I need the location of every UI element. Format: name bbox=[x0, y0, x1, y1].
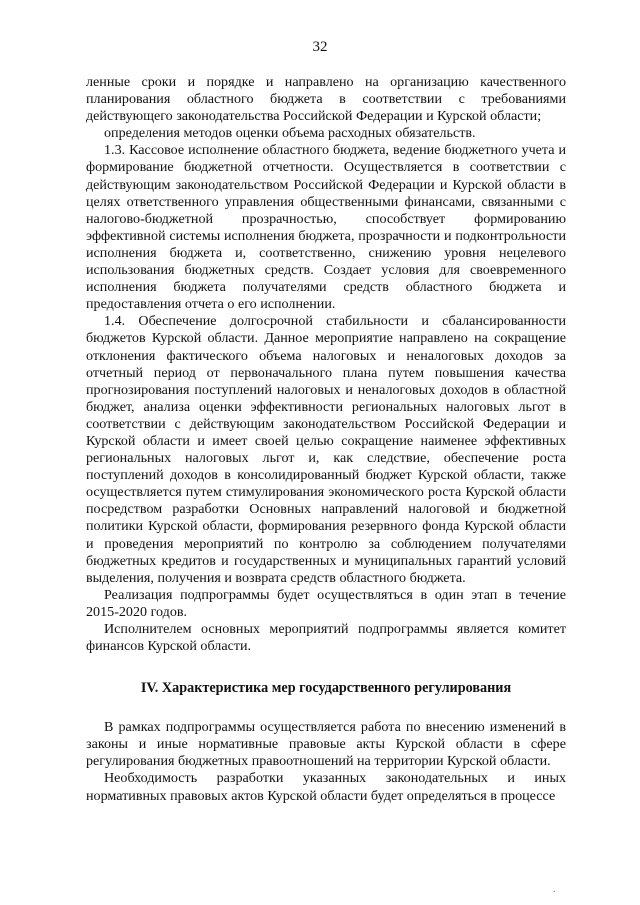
paragraph: Реализация подпрограммы будет осуществляться в один этап в течение 2015-2020 годов. bbox=[86, 586, 566, 620]
paragraph: ленные сроки и порядке и направлено на организацию качественного планирования областного бюджета в соответствии с требованиями действующего законодательства Российской Федерации и Курской области; bbox=[86, 74, 566, 125]
paragraph: В рамках подпрограммы осуществляется работа по внесению изменений в законы и иные нормативные правовые акты Курской области в сфере регулирования бюджетных правоотношений на территории Курской области. bbox=[86, 719, 566, 770]
section-heading: IV. Характеристика мер государственного регулирования bbox=[140, 680, 512, 697]
paragraph: Исполнителем основных мероприятий подпрограммы является комитет финансов Курской области. bbox=[86, 621, 566, 655]
footer-mark: . bbox=[553, 884, 556, 895]
paragraph: 1.4. Обеспечение долгосрочной стабильности и сбалансированности бюджетов Курской области. Данное мероприятие направлено на сокращение отклонения фактического объема налоговых и неналоговых доходов за отчетный период от первоначального плана путем повышения качества прогнозирования поступлений налоговых и неналоговых доходов в областной бюджет, анализа оценки эффективности региональных налоговых льгот в соответствии с действующим законодательством Российской Федерации и Курской области и имеет своей целью сокращение наименее эффективных региональных налоговых льгот и, как следствие, обеспечение роста поступлений доходов в консолидированный бюджет Курской области, также осуществляется путем стимулирования экономического роста Курской области посредством разработки Основных направлений налоговой и бюджетной политики Курской области, формирования резервного фонда Курской области и проведения мероприятий по контролю за соблюдением получателями бюджетных кредитов и государственных и муниципальных гарантий условий выделения, получения и возврата средств областного бюджета. bbox=[86, 313, 566, 586]
paragraph: определения методов оценки объема расходных обязательств. bbox=[104, 125, 476, 142]
page-number: 32 bbox=[312, 39, 328, 55]
paragraph: 1.3. Кассовое исполнение областного бюджета, ведение бюджетного учета и формирование бюджетной отчетности. Осуществляется в соответствии с действующим законодательством Российской Федерации и Курской области в целях ответственного управления общественными финансами, связанными с налогово-бюджетной прозрачностью, способствует формированию эффективной системы исполнения бюджета, прозрачности и подконтрольности исполнения бюджета и, соответственно, снижению уровня нецелевого использования бюджетных средств. Создает условия для своевременного исполнения бюджета получателями средств областного бюджета и предоставления отчета о его исполнении. bbox=[86, 142, 566, 313]
paragraph: Необходимость разработки указанных законодательных и иных нормативных правовых актов Курской области будет определяться в процессе bbox=[86, 770, 566, 804]
document-body bbox=[86, 74, 566, 805]
